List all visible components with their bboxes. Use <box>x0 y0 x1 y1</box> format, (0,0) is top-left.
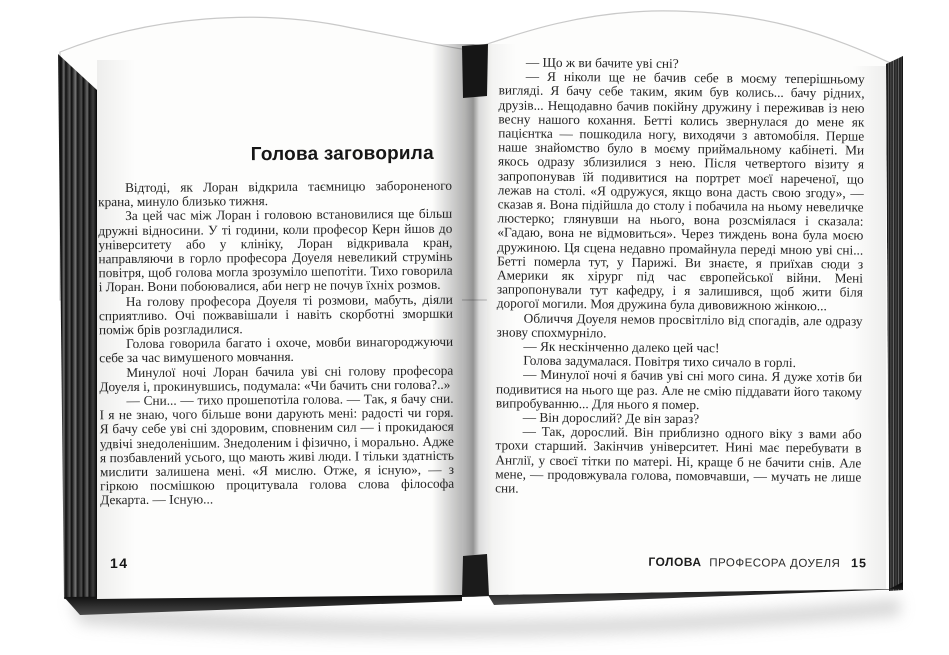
page-edge-left <box>58 54 97 601</box>
right-page <box>495 55 865 498</box>
paragraph: — Він дорослий? Де він зараз? <box>522 409 700 427</box>
paragraph: Минулої ночі Лоран бачила уві сні голову професора Доуеля і, прокинувшись, подумала: «Чи бачить сни голова?..» <box>99 362 454 395</box>
footer-book-title-rest: ПРОФЕСОРА ДОУЕЛЯ <box>709 557 841 571</box>
right-running-footer <box>497 554 867 571</box>
paragraph: — Минулої ночі я бачив уві сні мого сина. Я дуже хотів би подивитися на нього ще раз. Але не смію піддавати його такому випробуванню... Для нього я помер. <box>495 367 863 413</box>
paragraph: — Так, дорослий. Він приблизно одного віку з вами або трохи старший. Закінчив університет. Нині має перебувати в Англії, у своєї тітки по матері. Ні, краще б не бачити снів. Але мене, — продовжувала голова, помовчавши, — мучать не лише сни. <box>495 423 862 496</box>
spine-bottom-dark <box>462 554 489 597</box>
right-page-body <box>495 55 865 498</box>
paragraph: За цей час між Лоран і головою встановилися ще більш дружні відносини. У ті години, коли професор Керн йшов до університету або у клініку, Лоран відкривала кран, направляючи в горло професора Доуеля невеликий струмінь повітря, щоб голова могла зрозуміло шепотіти. Тихо говорила і Лоран. Вони побоювалися, аби негр не почув їхніх розмов. <box>98 206 453 295</box>
paragraph: — Сни... — тихо прошепотіла голова. — Так, я бачу сни. І я не знаю, чого більше вони дарують мені: радості чи горя. Я бачу себе уві сні здоровим, сповненим сил — і прокидаюся удвічі знедоленішим. Знедоленим і фізично, і морально. Адже я позбавлений усього, що мають живі люди. І тільки здатність мислити залишена мені. «Я мислю. Отже, я існую», — з гіркою посмішкою процитувала голова слова філософа Декарта. — Існую... <box>99 390 455 508</box>
paragraph: На голову професора Доуеля ті розмови, мабуть, діяли сприятливо. Очі пожвавішали і навіть скорботні зморшки поміж брів розгладилися. <box>98 291 453 338</box>
chapter-title: Голова заговорила <box>250 142 434 166</box>
paragraph: — Що ж ви бачите уві сні? <box>525 54 679 71</box>
footer-book-title-bold: ГОЛОВА <box>648 554 702 570</box>
paragraph: — Як нескінченно далеко цей час! <box>523 338 720 356</box>
paragraph: Голова говорила багато і охоче, мовби винагороджуючи себе за час вимушеного мовчання. <box>99 333 454 366</box>
paragraph: Відтоді, як Лоран відкрила таємницю забороненого крана, минуло близько тижня. <box>98 177 453 210</box>
left-page <box>98 143 455 508</box>
right-page-number: 15 <box>851 556 868 571</box>
paragraph: Обличчя Доуеля немов просвітліло від спогадів, але одразу знову спохмурніло. <box>496 310 863 341</box>
spine-top-dark <box>462 44 488 98</box>
paragraph: — Я ніколи ще не бачив себе в моєму теперішньому вигляді. Я бачу себе таким, яким був колись... бачу рідних, друзів... Нещодавно бачив покійну дружину і переживав із нею весну нашого кохання. Бетті колись звернулася до мене як пацієнтка — пошкодила ногу, виходячи з автомобіля. Перше наше знайомство було в моєму приймальному кабінеті. Ми якось одразу зблизилися з нею. Після четвертого візиту я запропонував їй подивитися на портрет моєї нареченої, що лежав на столі. «Я одружуся, якщо вона дасть свою згоду», — сказав я. Вона підійшла до столу і побачила на ньому невеличке люстерко; глянувши на нього, вона розсміялася і сказала: «Гадаю, вона не відмовиться». Через тиждень вона була моєю дружиною. Ця сцена недавно промайнула переді мною уві сні... Бетті померла тут, у Парижі. Ви знаєте, я приїхав сюди з Америки як хірург під час європейської війни. Мені запропонували тут кафедру, і я залишився, щоб жити біля дорогої могили. Моя дружина була дивовижною жінкою... <box>496 68 865 314</box>
left-page-number: 14 <box>110 555 129 571</box>
left-page-body <box>98 179 454 508</box>
paragraph: Голова задумалася. Повітря тихо сичало в горлі. <box>523 352 797 371</box>
